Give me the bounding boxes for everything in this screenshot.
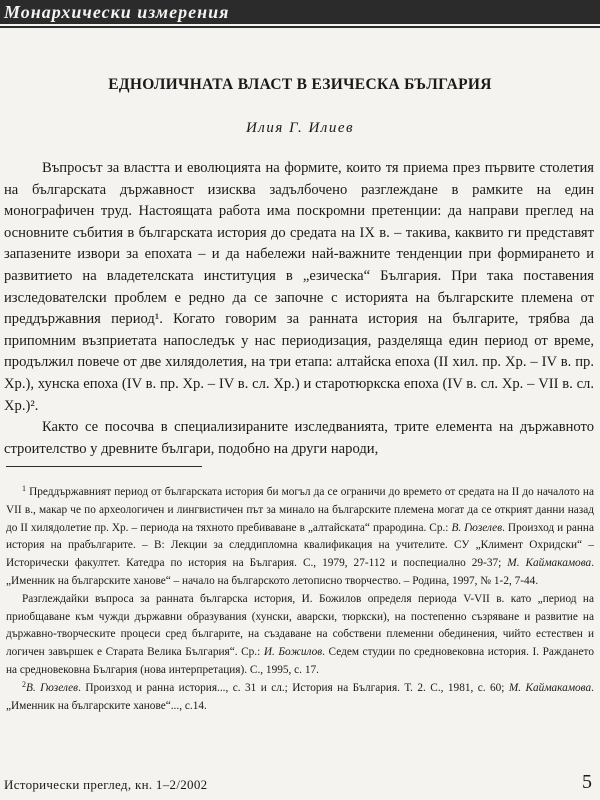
article-body — [4, 158, 594, 460]
article-title: ЕДНОЛИЧНАТА ВЛАСТ В ЕЗИЧЕСКА БЪЛГАРИЯ — [108, 76, 492, 93]
footnote-2 — [6, 680, 594, 716]
footnote-1-continued — [6, 591, 594, 680]
section-title: Монархически измерения — [4, 2, 230, 22]
footnote-text: . Произход и ранна история на прабългарите. – В: Лекции за следдипломна квалификация на учителите. СУ „Климент Охридски“ – Исторически факултет. Катедра по история на България. С., 1979, 27-112 и поспециално 29-37; — [6, 521, 594, 570]
header-rule — [0, 26, 600, 28]
section-header-band — [0, 0, 600, 24]
page-number: 5 — [582, 771, 592, 793]
footnote-1 — [6, 484, 594, 591]
footnote-marker: 1 — [22, 484, 26, 493]
article-author: Илия Г. Илиев — [245, 120, 355, 136]
journal-reference: Исторически преглед, кн. 1–2/2002 — [4, 777, 208, 792]
body-paragraph: Както се посочва в специализираните изследванията, трите елемента на държавното строителство у древните българи, подобно на други народи, — [4, 419, 594, 457]
footnote-text: Разглеждайки въпроса за ранната българска история, И. Божилов определя периода V-VII в. като „период на приобщаване към чужди държавни образувания (хунски, аварски, тюркски), на постепенно съзряване и развитие на държавно-творческите процеси сред българите, на създаване на собствени племенни обединения, чийто естествен и логичен завършек е Старата Велика България“. Ср.: — [6, 592, 594, 659]
footnote-author: В. Гюзелев — [451, 521, 503, 534]
footnote-text: . Седем студии по средновековна история. I. Раждането на средновековна България (нова интерпретация). С., 1995, с. 17. — [6, 646, 594, 676]
body-paragraph: Въпросът за властта и еволюцията на формите, които тя приема през първите столетия на българската държавност изисква задълбочено разглеждане в рамките на един монографичен труд. Настоящата работа има поскромни претенции: да направи преглед на основните събития в българската история до средата на IX в. – такива, каквито ги представят запазените извори за епохата – и да набележи най-важните тенденции при формирането и развитието на владетелската институция в „езическа“ България. При така поставения изследователски проблем е редно да се започне с историята на българските племена от преддържавния период¹. Когато говорим за ранната история на българите, трябва да припомним възприетата напоследък у нас периодизация, разделяща един период от време, продължил повече от две хилядолетия, на три етапа: алтайска епоха (II хил. пр. Хр. – IV в. пр. Хр.), хунска епоха (IV в. пр. Хр. – IV в. сл. Хр.) и старотюркска епоха (IV в. сл. Хр. – VII в. сл. Хр.)². — [4, 160, 594, 414]
footnote-author: И. Божилов — [263, 646, 323, 659]
footnote-author: М. Каймакамова — [508, 681, 592, 694]
footnote-marker: 2 — [22, 679, 26, 689]
footnote-text: . Произход и ранна история..., с. 31 и сл.; История на България. Т. 2. С., 1981, с. 60; — [78, 681, 505, 694]
footnote-author: М. Каймакамова — [507, 557, 592, 570]
footnote-separator — [6, 466, 202, 467]
footnote-text: . „Именник на българските ханове“ – начало на българското летописно творчество. – Родина, 1997, № 1-2, 7-44. — [6, 557, 595, 587]
footnote-text: Преддържавният период от българската история би могъл да се ограничи до времето от средата на II до началото на VII в., макар че по археологичен и лингвистичен път за минало на българските племена могат да се открият данни назад до II хилядолетие пр. Хр. – периода на тяхното пребиваване в „алтайската“ прародина. Ср.: — [6, 486, 594, 534]
footnotes — [6, 484, 594, 715]
footnote-author: В. Гюзелев — [26, 681, 79, 694]
footnote-text: . „Именник на българските ханове“..., с.14. — [6, 681, 594, 712]
